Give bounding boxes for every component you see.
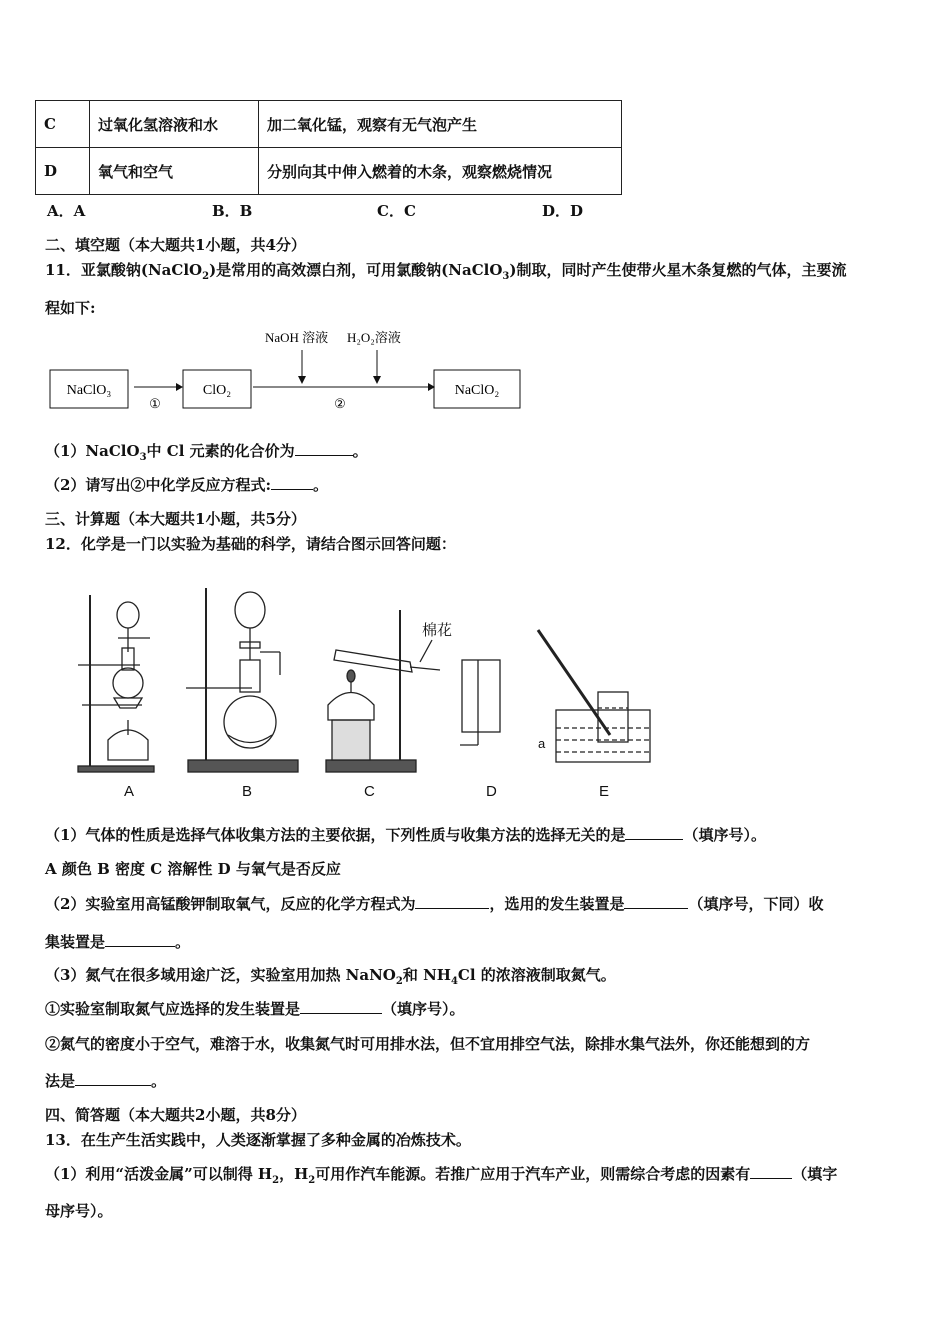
row-substance: 过氧化氢溶液和水 [90, 101, 259, 148]
choice-c[interactable]: C．C [377, 202, 416, 220]
flow-box2-label: ClO₂ [202, 383, 232, 398]
label-cotton: 棉花 [422, 621, 453, 639]
apparatus-a [78, 595, 154, 772]
row-substance: 氧气和空气 [90, 148, 259, 195]
label-B: B [242, 783, 253, 800]
q11-part1: （1）NaClO$_3$中 Cl 元素的化合价为 。 [45, 442, 368, 463]
label-A: A [124, 783, 135, 800]
apparatus-b [186, 588, 298, 772]
label-E: E [599, 783, 610, 800]
q11-stem: 11．亚氯酸钠(NaClO$_2$)是常用的高效漂白剂，可用氯酸钠(NaClO$_3$)制取，同时产生使带火星木条复燃的气体，主要流 [45, 261, 847, 282]
q12-part1-options: A 颜色 B 密度 C 溶解性 D 与氧气是否反应 [45, 860, 341, 878]
apparatus-d [460, 660, 500, 745]
answer-blank[interactable] [105, 932, 175, 947]
answer-blank[interactable] [295, 441, 353, 456]
table-row [36, 101, 622, 148]
q13-stem: 13．在生产生活实践中，人类逐渐掌握了多种金属的冶炼技术。 [45, 1131, 471, 1149]
flow-step-1: ① [149, 397, 161, 412]
label-C: C [364, 783, 375, 800]
row-letter: D [36, 148, 90, 195]
answer-blank[interactable] [271, 475, 313, 490]
q11-part2: （2）请写出②中化学反应方程式: 。 [45, 476, 328, 494]
down-arrow-icon [373, 376, 381, 384]
table-row [36, 148, 622, 195]
answer-blank[interactable] [625, 825, 683, 840]
answer-blank[interactable] [75, 1071, 151, 1086]
answer-blank[interactable] [624, 894, 688, 909]
answer-blank[interactable] [300, 999, 382, 1014]
apparatus-e [538, 630, 650, 762]
reagent-h2o2: H₂O₂溶液 [347, 330, 401, 345]
answer-blank[interactable] [415, 894, 489, 909]
down-arrow-icon [298, 376, 306, 384]
flow-box1-label: NaClO₃ [66, 383, 112, 398]
row-letter: C [36, 101, 90, 148]
choice-d[interactable]: D．D [542, 202, 584, 220]
q13-part1-cont: 母序号）。 [45, 1202, 113, 1220]
q12-part3-2-cont: 法是 。 [45, 1072, 167, 1090]
section-heading-3: 三、计算题（本大题共1小题，共5分） [45, 510, 306, 528]
section-heading-2: 二、填空题（本大题共1小题，共4分） [45, 236, 306, 254]
q12-part3-1: ①实验室制取氮气应选择的发生装置是 （填序号）。 [45, 1000, 465, 1018]
q13-part1: （1）利用“活泼金属”可以制得 $H_2$，$H_2$可用作汽车能源。若推广应用于汽车产业，则需综合考虑的因素有 （填字 [45, 1165, 838, 1186]
flow-box3-label: NaClO₂ [454, 383, 500, 398]
label-D: D [486, 783, 497, 800]
section-heading-4: 四、简答题（本大题共2小题，共8分） [45, 1106, 306, 1124]
q12-part3-2: ②氮气的密度小于空气，难溶于水，收集氮气时可用排水法，但不宜用排空气法，除排水集气法外，你还能想到的方 [45, 1035, 811, 1053]
options-table [35, 100, 622, 195]
reagent-naoh: NaOH 溶液 [265, 330, 329, 345]
label-a: a [538, 736, 546, 751]
q12-part2: （2）实验室用高锰酸钾制取氧气，反应的化学方程式为 ，选用的发生装置是 （填序号，下同）收 [45, 895, 824, 913]
row-method: 分别向其中伸入燃着的木条，观察燃烧情况 [259, 148, 622, 195]
q12-part1: （1）气体的性质是选择气体收集方法的主要依据，下列性质与收集方法的选择无关的是 （填序号）。 [45, 826, 766, 844]
q12-part3: （3）氮气在很多域用途广泛，实验室用加热 NaNO$_2$和 $NH_4Cl$ 的浓溶液制取氮气。 [45, 966, 616, 987]
q12-stem: 12．化学是一门以实验为基础的科学，请结合图示回答问题： [45, 535, 456, 553]
q11-stem-cont: 程如下: [45, 299, 96, 317]
flow-step-2: ② [334, 397, 346, 412]
q11-flow-diagram [40, 322, 540, 417]
choice-a[interactable]: A．A [47, 202, 86, 220]
q12-part2-cont: 集装置是 。 [45, 933, 191, 951]
q12-apparatus [70, 580, 670, 780]
choice-b[interactable]: B．B [212, 202, 253, 220]
row-method: 加二氧化锰，观察有无气泡产生 [259, 101, 622, 148]
answer-blank[interactable] [750, 1164, 792, 1179]
